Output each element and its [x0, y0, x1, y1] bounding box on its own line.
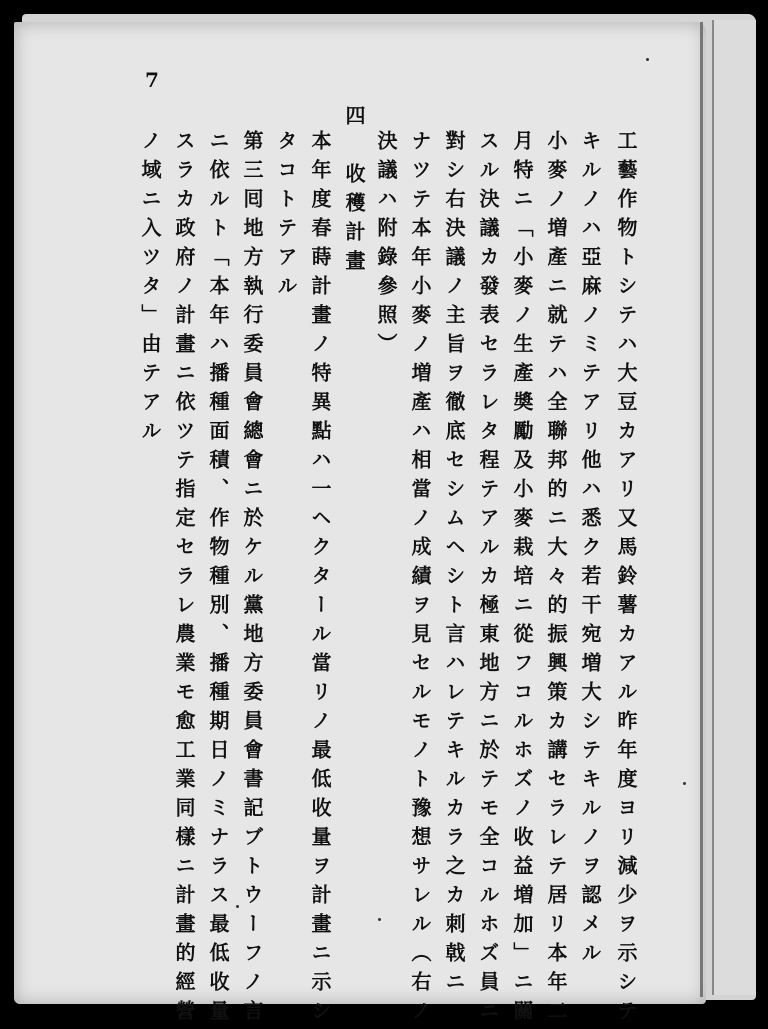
text-column-10: 本年度春蒔計畫ノ特異點ハ一ヘクタール當リノ最低收量ヲ計畫ニ示シ: [308, 130, 332, 1029]
scan-speck: [378, 918, 381, 921]
page-number: 7: [145, 68, 159, 92]
text-column-6: 對シ右決議ノ主旨ヲ徹底セシムヘシト言ハレテキルカラ之カ刺戟ニ: [442, 130, 466, 1000]
text-column-2: キルノハ亞麻ノミテアリ他ハ悉ク若干宛増大シテキルノヲ認メル: [578, 130, 602, 971]
text-column-8: 決議ハ附錄參照）: [374, 130, 398, 362]
text-column-12: 第三囘地方執行委員會總會ニ於ケル黨地方委員會書記ブトウーフノ言: [240, 130, 264, 1029]
text-column-3: 小麥ノ増產ニ就テハ全聯邦的ニ大々的振興策カ講セラレテ居リ本年二: [544, 130, 568, 1029]
page-fold-line: [700, 22, 703, 997]
text-column-13: ニ依ルト「本年ハ播種面積、作物種別、播種期日ノミナラス最低收量: [206, 130, 230, 1029]
text-column-15: ノ域ニ入ツタ」由テアル: [138, 130, 162, 449]
text-column-7: ナツテ本年小麥ノ増產ハ相當ノ成績ヲ見セルモノト豫想サレル（右ノ: [408, 130, 432, 1029]
scan-speck: [236, 905, 239, 908]
section-heading: 四 收穫計畫: [342, 105, 366, 279]
adjacent-page-edge: [712, 20, 756, 995]
scan-speck: [646, 58, 649, 61]
scan-speck: [683, 782, 686, 785]
text-column-5: スル決議カ發表セラレタ程テアルカ極東地方ニ於テモ全コルホズ員ニ: [476, 130, 500, 1029]
text-column-14: スラカ政府ノ計畫ニ依ツテ指定セラレ農業モ愈工業同樣ニ計畫的經營: [172, 130, 196, 1029]
text-column-1: 工藝作物トシテハ大豆カアリ又馬鈴薯カアル昨年度ヨリ減少ヲ示シテ: [614, 130, 638, 1029]
text-column-11: タコトテアル: [274, 130, 298, 304]
text-column-4: 月特ニ「小麥ノ生產奬勵及小麥栽培ニ從フコルホズノ收益増加」ニ關: [510, 130, 534, 1029]
